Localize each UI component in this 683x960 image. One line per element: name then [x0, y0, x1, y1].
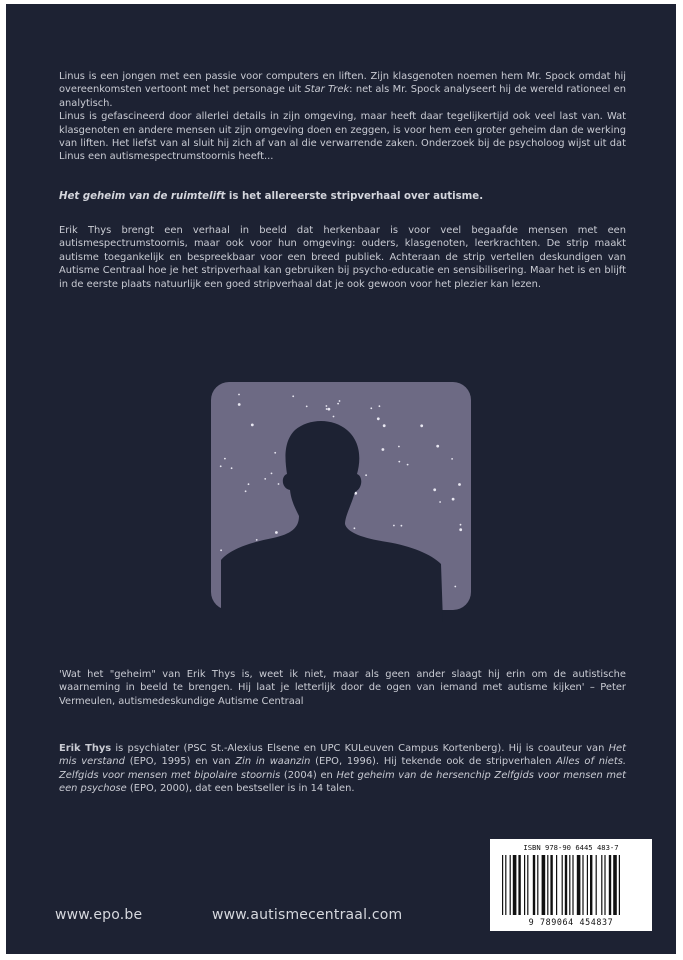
barcode-bar [502, 855, 503, 915]
bio-book-4: Het geheim van de hersenchip Zelfgids voor mensen met een psychose [59, 769, 626, 795]
star [238, 403, 241, 406]
bio-text-3: (EPO, 1996). Hij tekende ook de stripverhalen [310, 756, 557, 768]
star [326, 408, 328, 410]
barcode-bar [533, 855, 535, 915]
star-trek-title: Star Trek [304, 84, 350, 96]
star [439, 501, 441, 503]
book-title: Het geheim van de ruimtelift [59, 191, 226, 202]
barcode-bar [524, 855, 525, 915]
isbn-barcode [490, 839, 652, 931]
body-text [59, 224, 626, 291]
barcode-bar [550, 855, 552, 915]
star [278, 483, 280, 485]
autisme-centraal-link[interactable]: www.autismecentraal.com [212, 907, 403, 923]
lead-sentence [59, 190, 626, 203]
barcode-bar [542, 855, 546, 915]
star [274, 452, 276, 454]
star [383, 424, 386, 427]
star [245, 490, 247, 492]
barcode-bar [577, 855, 581, 915]
intro-p1-end: : net als Mr. Spock analyseert hij de wereld rationeel en analytisch. [59, 84, 626, 109]
barcode-bar [556, 855, 557, 915]
bio-text-2: (EPO, 1995) en van [124, 756, 236, 768]
bio-text-4: (2004) en [280, 769, 337, 781]
star [248, 483, 250, 485]
star [458, 483, 461, 486]
star [382, 448, 385, 451]
barcode-bar [609, 855, 611, 915]
bio-book-1: Het mis verstand [59, 743, 626, 768]
star [379, 405, 381, 407]
intro-p1-start: Linus is een jongen met een passie voor computers en liften. Zijn klasgenoten noemen hem Mr. Spock omdat hij overeenkomsten vertoont met het personage uit [59, 71, 626, 96]
barcode-bar [505, 855, 506, 915]
star [306, 406, 308, 408]
star [271, 473, 273, 475]
star [328, 408, 331, 411]
isbn-label: ISBN 978-90 6445 483-7 [523, 843, 619, 852]
star [275, 531, 278, 534]
barcode-bar [619, 855, 620, 915]
star [398, 461, 400, 463]
star [436, 445, 439, 448]
barcode-bar [565, 855, 567, 915]
star [365, 474, 367, 476]
barcode-bar [510, 855, 511, 915]
bio-book-3: Alles of niets. Zelfgids voor mensen met bipolaire stoornis [59, 756, 626, 781]
lead-rest: is het allereerste stripverhaal over autisme. [225, 191, 484, 202]
star [407, 464, 409, 466]
author-bio [59, 742, 626, 796]
star [256, 539, 258, 541]
star [451, 458, 453, 460]
quote-text [59, 668, 626, 708]
star [401, 525, 403, 527]
barcode-bar [604, 855, 605, 915]
bio-text-1: is psychiater (PSC St.-Alexius Elsene en UPC KULeuven Campus Kortenberg). Hij is coauteur van [111, 743, 609, 754]
barcode-bar [513, 855, 517, 915]
star [337, 403, 339, 405]
body-paragraph: Erik Thys brengt een verhaal in beeld dat herkenbaar is voor veel begaafde mensen met een autismespectrumstoornis, maar ook voor hun omgeving: ouders, klasgenoten, leerkrachten. De strip maakt autisme toegankelijk en bespreekbaar voor een breed publiek. Achteraan de strip vertellen deskundigen van Autisme Centraal hoe je het stripverhaal kan gebruiken bij psycho-educatie en sensibilisering. Maar het is en blijft in de eerste plaats natuurlijk een goed stripverhaal dat je ook gewoon voor het plezier kan lezen. [59, 225, 626, 290]
epo-link[interactable]: www.epo.be [55, 907, 143, 923]
star [333, 416, 335, 418]
star [292, 395, 294, 397]
bio-text-5: (EPO, 2000), dat een bestseller is in 14 talen. [126, 783, 355, 795]
star [377, 417, 380, 420]
star [452, 498, 455, 501]
quote-paragraph: 'Wat het "geheim" van Erik Thys is, weet ik niet, maar als geen ander slaagt hij erin om de autistische waarneming in beeld te brengen. Hij laat je letterlijk door de ogen van iemand met autisme kijken' – Peter Vermeulen, autismedeskundige Autisme Centraal [59, 669, 626, 707]
star [220, 549, 222, 551]
star [354, 527, 356, 529]
barcode-bar [601, 855, 602, 915]
intro-paragraph-1 [59, 70, 626, 110]
intro-text [59, 70, 626, 164]
barcode-bar [587, 855, 588, 915]
barcode-bar [527, 855, 528, 915]
barcode-number: 9 789064 454837 [528, 917, 614, 927]
star [231, 467, 233, 469]
barcode-bar [547, 855, 548, 915]
star [454, 586, 456, 588]
barcode-bar [562, 855, 563, 915]
barcode-bar [569, 855, 570, 915]
star [370, 407, 372, 409]
star [224, 458, 226, 460]
author-name: Erik Thys [59, 743, 112, 754]
star [264, 478, 266, 480]
barcode-bar [572, 855, 573, 915]
barcode-bars [500, 855, 642, 917]
barcode-bar [590, 855, 592, 915]
intro-paragraph-2: Linus is gefascineerd door allerlei details in zijn omgeving, maar heeft daar tegelijkertijd ook veel last van. Wat klasgenoten en andere mensen uit zijn omgeving doen en zeggen, is voor hem een groter geheim dan de werking van liften. Het liefst van al sluit hij zich af van al die verwarrende zaken. Onderzoek bij de psycholoog wijst uit dat Linus een autismespectrumstoornis heeft... [59, 111, 626, 163]
barcode-bar [582, 855, 583, 915]
star [339, 400, 341, 402]
star [460, 524, 462, 526]
barcode-bar [518, 855, 520, 915]
barcode-bar [537, 855, 538, 915]
star [433, 488, 436, 491]
barcode-bar [596, 855, 597, 915]
star [251, 424, 254, 427]
star [459, 528, 462, 531]
star [326, 405, 328, 407]
barcode-bar [613, 855, 617, 915]
star [393, 525, 395, 527]
star [238, 394, 240, 396]
window-silhouette-illustration [211, 382, 471, 622]
star [220, 465, 222, 467]
star [420, 424, 423, 427]
bio-book-2: Zin in waanzin [235, 756, 311, 768]
star [398, 446, 400, 448]
back-cover [6, 4, 676, 954]
